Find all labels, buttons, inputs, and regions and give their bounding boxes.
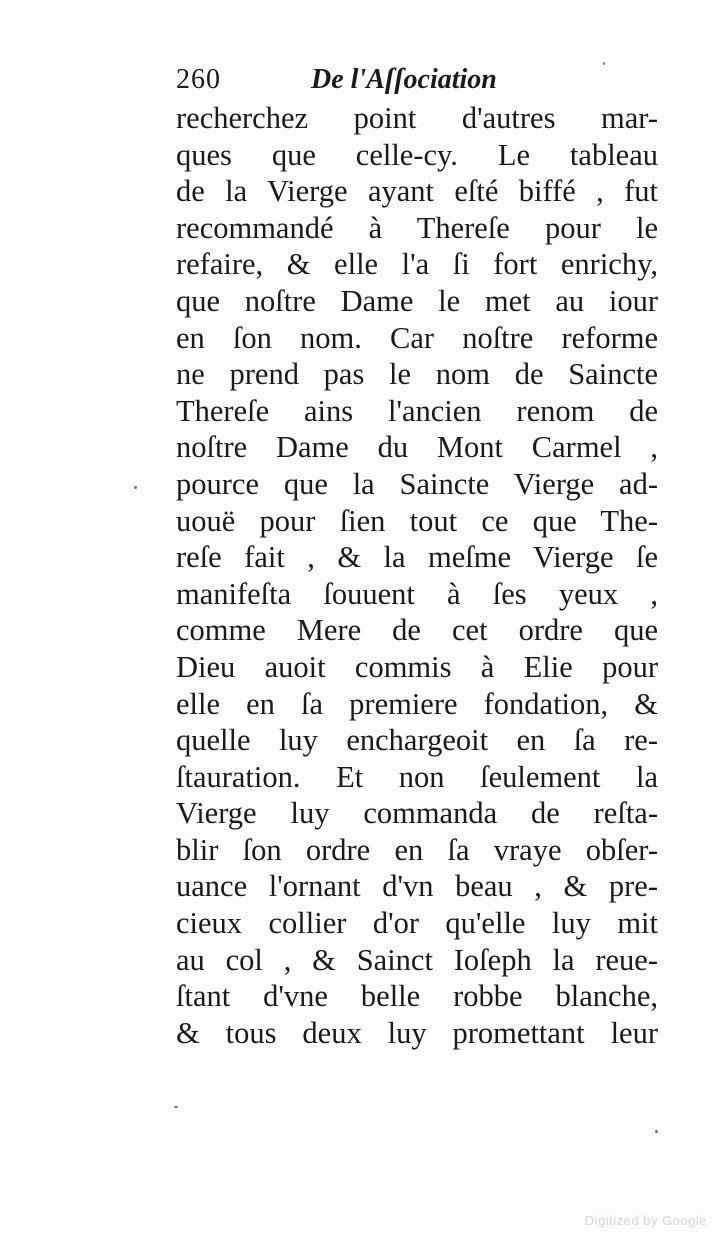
text-line: recommandé à Thereſe pour le [176, 210, 658, 245]
text-line: blir ſon ordre en ſa vraye obſer- [176, 832, 658, 867]
text-line: Thereſe ains l'ancien renom de [176, 393, 658, 428]
text-line: que noſtre Dame le met au iour [176, 283, 658, 318]
text-line: refaire, & elle l'a ſi fort enrichy, [176, 247, 658, 282]
text-line: Dieu auoit commis à Elie pour [176, 649, 658, 684]
text-line: elle en ſa premiere fondation, & [176, 686, 658, 721]
text-line: uouë pour ſien tout ce que The- [176, 503, 658, 538]
text-line: ſtauration. Et non ſeulement la [176, 759, 658, 794]
text-line: & tous deux luy promettant leur [176, 1015, 658, 1050]
text-line: de la Vierge ayant eſté biffé , fut [176, 174, 658, 209]
running-head [176, 60, 656, 100]
text-line: reſe fait , & la meſme Vierge ſe [176, 540, 658, 575]
text-line: Vierge luy commanda de reſta- [176, 796, 658, 831]
text-line: cieux collier d'or qu'elle luy mit [176, 906, 658, 941]
text-line: ne prend pas le nom de Saincte [176, 357, 658, 392]
text-line: quelle luy enchargeoit en ſa re- [176, 723, 658, 758]
text-line: recherchez point d'autres mar- [176, 101, 658, 135]
digitizer-watermark: Digitized by Google [584, 1213, 707, 1228]
text-line: ques que celle-cy. Le tableau [176, 137, 658, 172]
paper-speck [134, 486, 137, 489]
text-line: ſtant d'vne belle robbe blanche, [176, 979, 658, 1014]
paper-speck [603, 62, 605, 65]
paper-speck [655, 1130, 658, 1133]
text-line: comme Mere de cet ordre que [176, 613, 658, 648]
running-title: De l'Aſſociation [311, 64, 497, 95]
text-line: noſtre Dame du Mont Carmel , [176, 430, 658, 465]
page-number: 260 [176, 64, 221, 95]
text-line: pource que la Saincte Vierge ad- [176, 466, 658, 501]
body-text [176, 100, 658, 1051]
text-line: en ſon nom. Car noſtre reforme [176, 320, 658, 355]
text-line: manifeſta ſouuent à ſes yeux , [176, 576, 658, 611]
text-line: uance l'ornant d'vn beau , & pre- [176, 869, 658, 904]
paper-speck [174, 1106, 178, 1108]
text-line: au col , & Sainct Ioſeph la reue- [176, 942, 658, 977]
